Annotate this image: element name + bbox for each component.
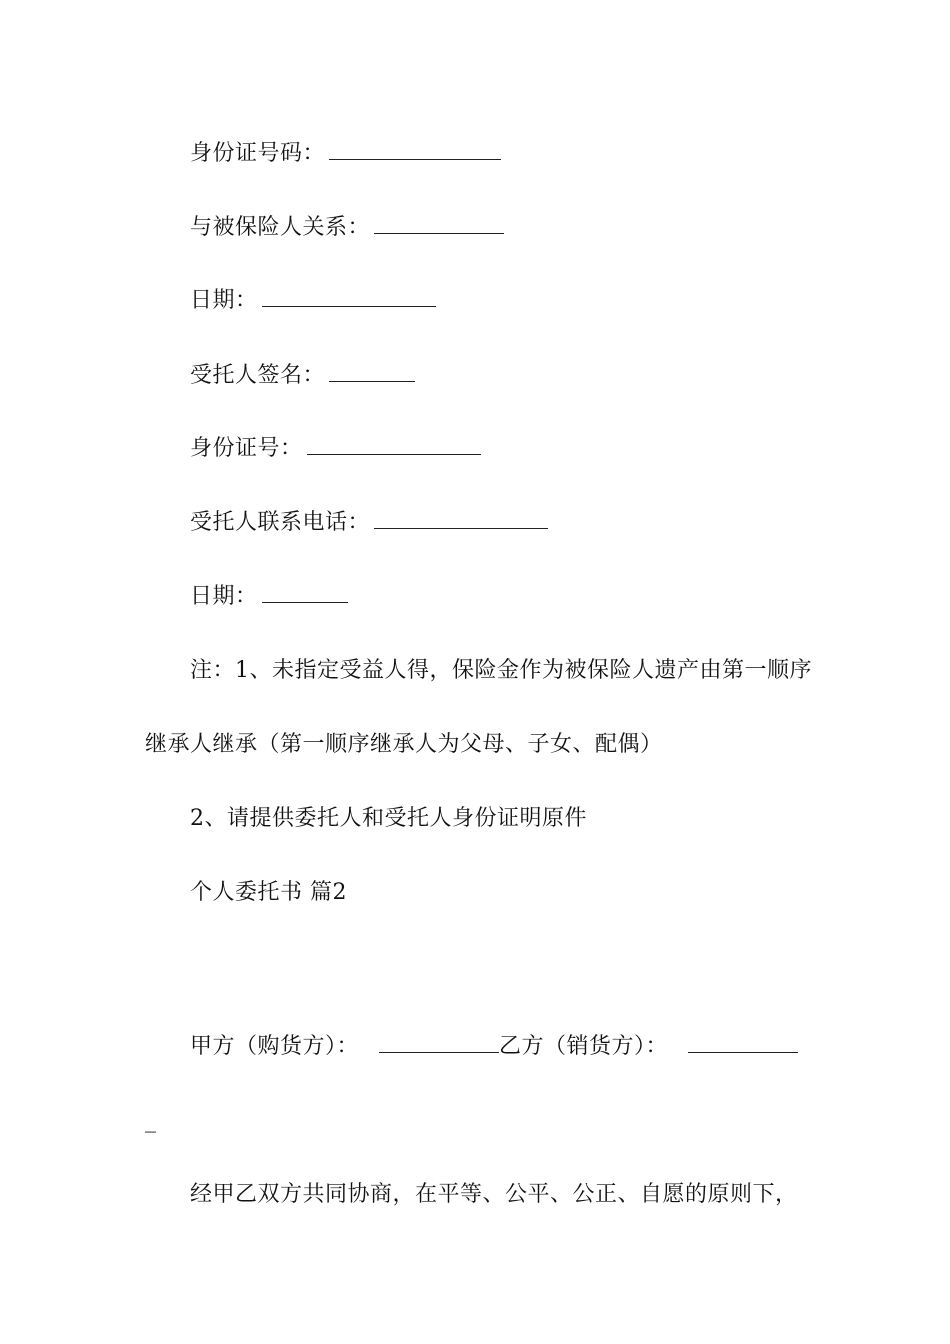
relation-label: 与被保险人关系： (190, 215, 371, 240)
trustee-signature-line (190, 361, 415, 391)
paragraph-start: 经甲乙双方共同协商，在平等、公平、公正、自愿的原则下， (190, 1182, 798, 1207)
id-no-line (190, 434, 481, 464)
party-a-label: 甲方（购货方）： (190, 1034, 360, 1059)
id-number-line (190, 139, 501, 169)
date-line-1 (190, 286, 436, 316)
note-2: 2、请提供委托人和受托人身份证明原件 (190, 806, 587, 831)
id-no-blank[interactable] (307, 434, 481, 455)
id-number-label: 身份证号码： (190, 141, 326, 166)
relation-line (190, 213, 504, 243)
party-b-blank[interactable] (688, 1032, 798, 1053)
date-label-2: 日期： (190, 584, 258, 609)
trustee-signature-blank[interactable] (329, 361, 415, 382)
trustee-phone-label: 受托人联系电话： (190, 510, 371, 535)
date-label-1: 日期： (190, 288, 258, 313)
trustee-phone-line (190, 508, 548, 538)
party-b-label: 乙方（销货方）： (499, 1034, 669, 1059)
note-1-line-1: 注：1、未指定受益人得，保险金作为被保险人遗产由第一顺序 (190, 658, 812, 683)
parties-line (190, 1032, 798, 1062)
underscore-tail: _ (145, 1108, 157, 1133)
note-1-line-2: 继承人继承（第一顺序继承人为父母、子女、配偶） (145, 732, 663, 757)
date-blank-1[interactable] (262, 286, 436, 307)
trustee-phone-blank[interactable] (374, 508, 548, 529)
trustee-signature-label: 受托人签名： (190, 363, 326, 388)
id-no-label: 身份证号： (190, 436, 303, 461)
id-number-blank[interactable] (329, 139, 501, 160)
date-line-2 (190, 582, 348, 612)
section-2-title: 个人委托书 篇2 (190, 880, 347, 905)
relation-blank[interactable] (374, 213, 504, 234)
party-a-blank[interactable] (379, 1032, 499, 1053)
date-blank-2[interactable] (262, 582, 348, 603)
